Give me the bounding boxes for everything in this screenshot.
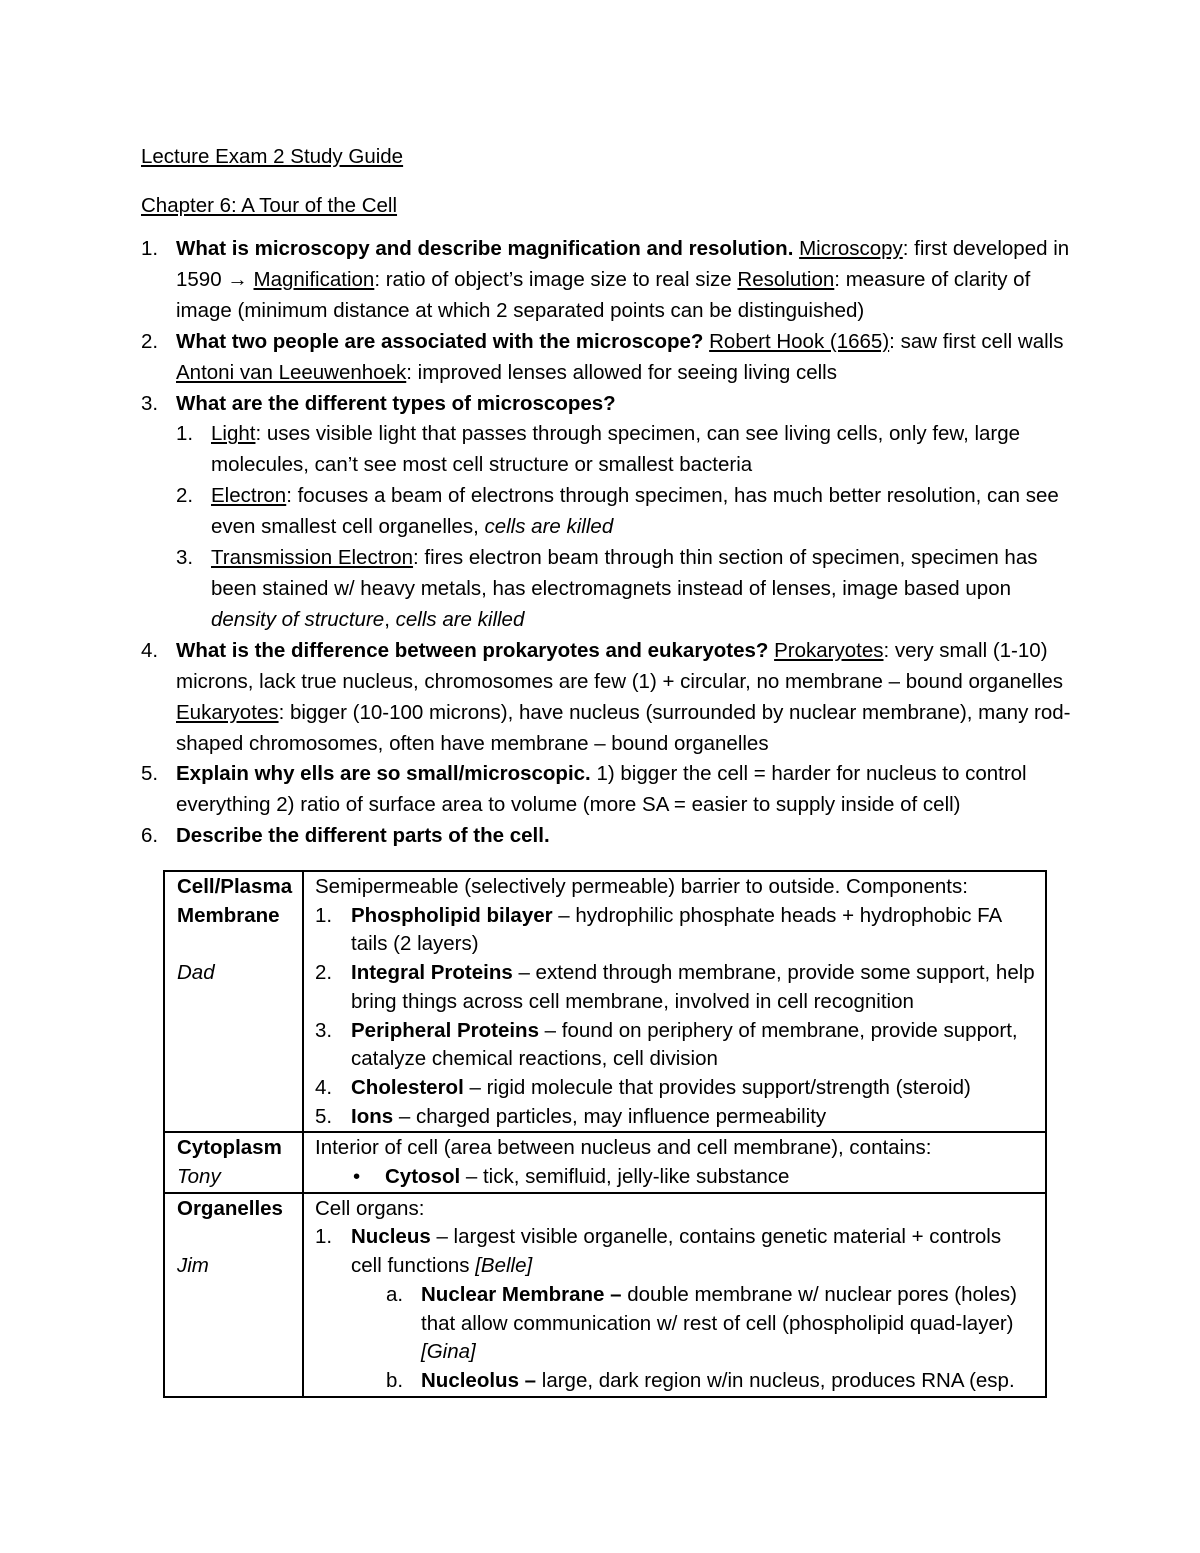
- list-item: [315, 1163, 1037, 1192]
- row-person: Tony: [177, 1165, 221, 1189]
- item-italic: [Belle]: [475, 1254, 533, 1278]
- item-text: – tick, semifluid, jelly-like substance: [460, 1165, 790, 1189]
- list-item: [315, 1367, 1037, 1396]
- item-letter: a.: [386, 1282, 404, 1306]
- bullet-icon: •: [353, 1165, 361, 1189]
- question-text: What is the difference between prokaryotes and eukaryotes?: [176, 638, 769, 662]
- row-label: Organelles: [177, 1196, 283, 1220]
- row-person: Jim: [177, 1254, 209, 1278]
- table-row: [164, 1132, 1046, 1192]
- answer-text: : improved lenses allowed for seeing living cells: [406, 360, 837, 384]
- term-magnification: Magnification: [253, 267, 375, 291]
- microscope-type-1: [176, 419, 1071, 481]
- question-number: 5.: [141, 762, 159, 786]
- item-text: – hydrophilic phosphate heads + hydrophobic FA tails (2 layers): [351, 903, 1002, 956]
- item-number: 4.: [315, 1075, 333, 1099]
- question-item-3: [141, 389, 1071, 420]
- microscope-type-2: [176, 481, 1071, 543]
- term-electron: Electron: [211, 484, 287, 508]
- question-text: Describe the different parts of the cell.: [176, 824, 550, 848]
- row-content-cell: [303, 1193, 1046, 1397]
- question-number: 6.: [141, 824, 159, 848]
- table-row: [164, 871, 1046, 1132]
- sub-text: : focuses a beam of electrons through specimen, has much better resolution, can see even smallest cell organelles,: [211, 484, 1059, 539]
- table-row: [164, 1193, 1046, 1397]
- list-item: [315, 1074, 1037, 1103]
- question-item-1: [141, 234, 1071, 327]
- question-number: 2.: [141, 329, 159, 353]
- question-item-4: [141, 636, 1071, 760]
- item-letter: b.: [386, 1368, 404, 1392]
- term-transmission-electron: Transmission Electron: [211, 546, 414, 570]
- sub-text: : uses visible light that passes through specimen, can see living cells, only few, large molecules, can’t see most cell structure or smallest bacteria: [211, 422, 1021, 477]
- list-item: [315, 1103, 1037, 1132]
- item-number: 1.: [315, 903, 333, 927]
- row-label-cell: [164, 1132, 303, 1192]
- item-number: 3.: [315, 1018, 333, 1042]
- question-item-6: [141, 821, 1071, 852]
- item-number: 5.: [315, 1104, 333, 1128]
- list-item: [315, 902, 1037, 959]
- item-term: Cytosol: [385, 1165, 461, 1189]
- cell-parts-table: [163, 870, 1047, 1398]
- row-content-cell: [303, 1132, 1046, 1192]
- item-term: Phospholipid bilayer: [351, 903, 553, 927]
- item-number: 2.: [315, 961, 333, 985]
- answer-text: : ratio of object’s image size to real size: [374, 267, 738, 291]
- row-intro: Semipermeable (selectively permeable) barrier to outside. Components:: [315, 875, 968, 898]
- answer-text: : first developed in 1590: [176, 237, 1070, 291]
- row-label: Cytoplasm: [177, 1136, 282, 1160]
- item-text: double membrane w/ nuclear pores (holes) that allow communication w/ rest of cell (phospholipid quad-layer): [421, 1282, 1017, 1335]
- question-text: What is microscopy and describe magnification and resolution.: [176, 237, 794, 260]
- question-number: 1.: [141, 237, 159, 260]
- question-text: Explain why ells are so small/microscopic.: [176, 762, 591, 786]
- answer-text: : measure of clarity of image (minimum distance at which 2 separated points can be distinguished): [176, 267, 1031, 322]
- answer-text: : saw first cell walls: [889, 329, 1064, 353]
- term-microscopy: Microscopy: [799, 237, 903, 260]
- term-leeuwenhoek: Antoni van Leeuwenhoek: [176, 360, 407, 384]
- row-person: Dad: [177, 961, 215, 985]
- item-text: large, dark region w/in nucleus, produces RNA (esp.: [536, 1368, 1015, 1392]
- question-number: 4.: [141, 638, 159, 662]
- list-item: [315, 1017, 1037, 1074]
- row-label-cell: [164, 1193, 303, 1397]
- item-text: – extend through membrane, provide some support, help bring things across cell membrane, involved in cell recognition: [351, 961, 1035, 1013]
- item-term: Nucleolus –: [421, 1368, 537, 1392]
- item-text: – rigid molecule that provides support/strength (steroid): [463, 1075, 971, 1099]
- sub-number: 3.: [176, 546, 194, 570]
- item-number: 1.: [315, 1225, 333, 1249]
- question-item-5: [141, 759, 1071, 821]
- list-item: [315, 1281, 1037, 1367]
- question-number: 3.: [141, 391, 159, 415]
- term-eukaryotes: Eukaryotes: [176, 700, 279, 724]
- item-text: – largest visible organelle, contains genetic material + controls cell functions: [351, 1225, 1002, 1278]
- question-item-2: [141, 327, 1071, 389]
- answer-text: : very small (1-10) microns, lack true nucleus, chromosomes are few (1) + circular, no membrane – bound organelles: [176, 638, 1064, 693]
- question-list: [141, 234, 1071, 852]
- chapter-heading: Chapter 6: A Tour of the Cell: [141, 194, 398, 217]
- term-robert-hook: Robert Hook (1665): [709, 329, 890, 353]
- sub-text: : fires electron beam through thin section of specimen, specimen has been stained w/ heavy metals, has electromagnets instead of lenses, image based upon: [211, 546, 1038, 600]
- item-text: – charged particles, may influence permeability: [393, 1104, 827, 1128]
- sub-number: 1.: [176, 422, 194, 446]
- question-text: What are the different types of microscopes?: [176, 391, 616, 415]
- row-label: Cell/Plasma Membrane: [177, 875, 293, 927]
- row-label-cell: [164, 871, 303, 1132]
- document-title: Lecture Exam 2 Study Guide: [141, 145, 404, 168]
- answer-text: 1) bigger the cell = harder for nucleus to control everything 2) ratio of surface area to volume (more SA = easier to supply inside of cell): [176, 762, 1027, 817]
- answer-text: : bigger (10-100 microns), have nucleus (surrounded by nuclear membrane), many rod-shaped chromosomes, often have membrane – bound organelles: [176, 700, 1071, 755]
- row-intro: Cell organs:: [315, 1196, 425, 1220]
- item-term: Nucleus: [351, 1225, 431, 1249]
- term-prokaryotes: Prokaryotes: [774, 638, 884, 662]
- row-intro: Interior of cell (area between nucleus and cell membrane), contains:: [315, 1136, 932, 1160]
- list-item: [315, 959, 1037, 1016]
- microscope-type-3: [176, 543, 1071, 636]
- item-italic: [Gina]: [421, 1340, 476, 1364]
- question-text: What two people are associated with the microscope?: [176, 329, 704, 353]
- sub-number: 2.: [176, 484, 194, 508]
- sub-italic: cells are killed: [395, 607, 525, 631]
- item-term: Peripheral Proteins: [351, 1018, 539, 1042]
- item-term: Cholesterol: [351, 1075, 464, 1099]
- sub-italic: density of structure: [211, 607, 385, 631]
- term-resolution: Resolution: [737, 267, 835, 291]
- list-item: [315, 1223, 1037, 1280]
- arrow-icon: →: [227, 267, 248, 291]
- sub-text: ,: [384, 607, 396, 631]
- sub-italic: cells are killed: [484, 515, 614, 539]
- item-text: – found on periphery of membrane, provide support, catalyze chemical reactions, cell division: [351, 1018, 1018, 1071]
- row-content-cell: [303, 871, 1046, 1132]
- item-term: Ions: [351, 1104, 394, 1128]
- term-light: Light: [211, 422, 256, 446]
- item-term: Integral Proteins: [351, 961, 513, 985]
- item-term: Nuclear Membrane –: [421, 1282, 622, 1306]
